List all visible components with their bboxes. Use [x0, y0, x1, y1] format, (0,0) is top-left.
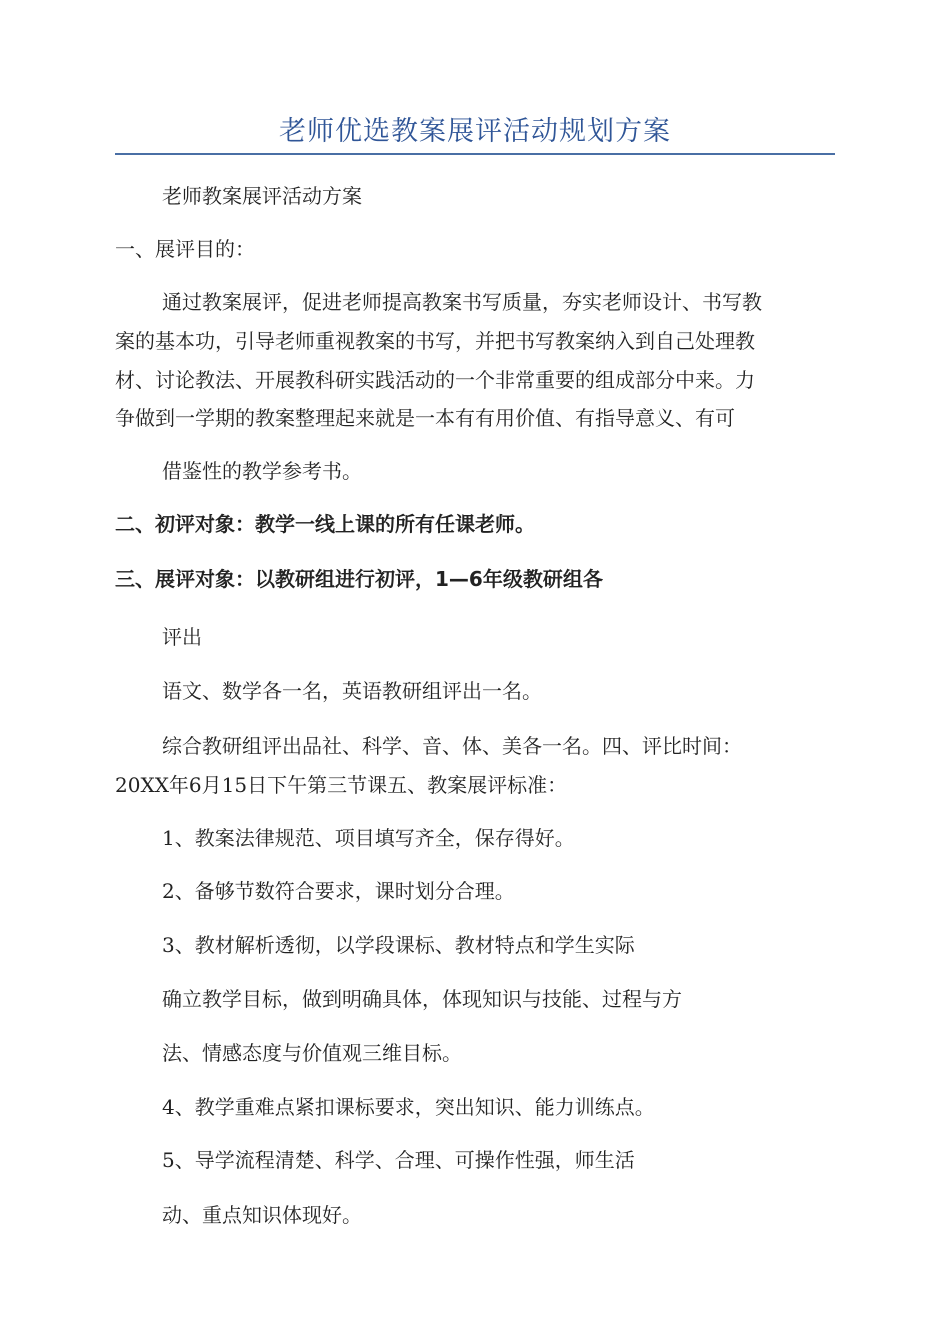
criteria-item-continued: 确立教学目标，做到明确具体，体现知识与技能、过程与方: [162, 987, 682, 1011]
section-heading-exhibition-review: 三、展评对象：以教研组进行初评，1—6年级教研组各: [115, 567, 603, 591]
criteria-item: 4、教学重难点紧扣课标要求，突出知识、能力训练点。: [162, 1095, 655, 1119]
paragraph-line: 语文、数学各一名，英语教研组评出一名。: [162, 679, 542, 703]
paragraph-line: 综合教研组评出品社、科学、音、体、美各一名。四、评比时间：: [162, 734, 742, 758]
criteria-item: 5、导学流程清楚、科学、合理、可操作性强，师生活: [162, 1148, 635, 1172]
paragraph-line: 材、讨论教法、开展教科研实践活动的一个非常重要的组成部分中来。力: [115, 368, 755, 392]
paragraph-line: 案的基本功，引导老师重视教案的书写，并把书写教案纳入到自己处理教: [115, 329, 755, 353]
title-underline: [115, 153, 835, 155]
paragraph-line: 借鉴性的教学参考书。: [162, 459, 362, 483]
paragraph-line: 评出: [162, 625, 202, 649]
section-heading-purpose: 一、展评目的：: [115, 237, 255, 261]
paragraph-line: 争做到一学期的教案整理起来就是一本有有用价值、有指导意义、有可: [115, 406, 735, 430]
document-title: 老师优选教案展评活动规划方案: [279, 116, 671, 147]
criteria-item: 3、教材解析透彻，以学段课标、教材特点和学生实际: [162, 933, 635, 957]
paragraph-line: 通过教案展评，促进老师提高教案书写质量，夯实老师设计、书写教: [162, 290, 762, 314]
criteria-item-continued: 动、重点知识体现好。: [162, 1203, 362, 1227]
section-heading-initial-review: 二、初评对象：教学一线上课的所有任课老师。: [115, 512, 535, 536]
criteria-item: 2、备够节数符合要求，课时划分合理。: [162, 879, 515, 903]
criteria-item: 1、教案法律规范、项目填写齐全，保存得好。: [162, 826, 575, 850]
criteria-item-continued: 法、情感态度与价值观三维目标。: [162, 1041, 462, 1065]
subtitle-line: 老师教案展评活动方案: [162, 184, 362, 208]
paragraph-line: 20XX年6月15日下午第三节课五、教案展评标准：: [115, 773, 568, 797]
